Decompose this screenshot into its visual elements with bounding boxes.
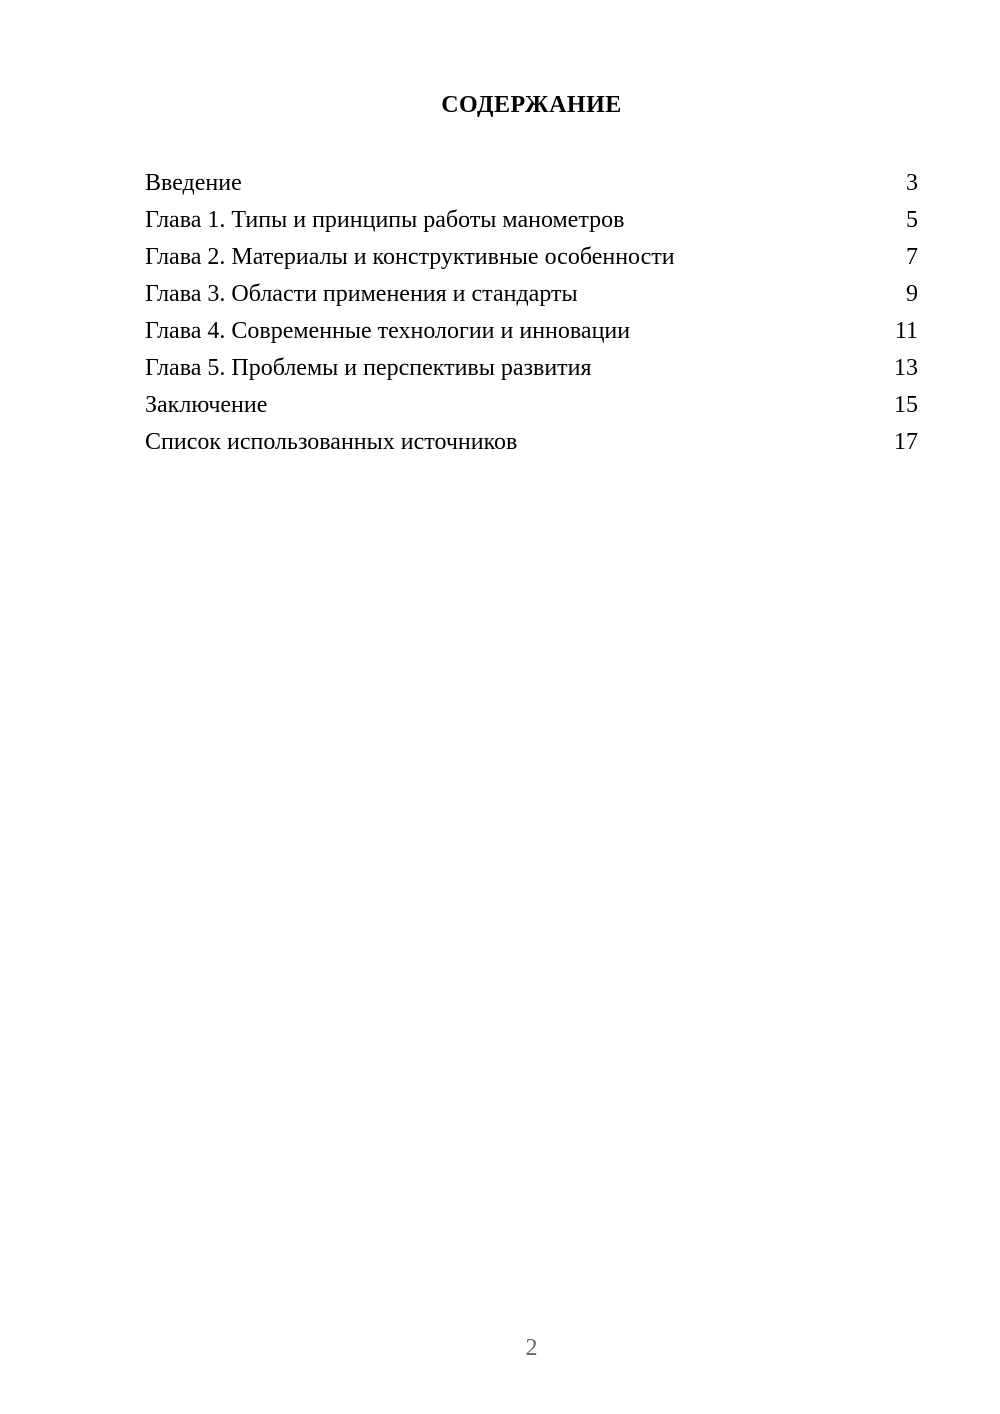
- toc-entry: [145, 424, 918, 461]
- toc-entry: [145, 165, 918, 202]
- content-area: [145, 0, 918, 461]
- toc-entry: [145, 313, 918, 350]
- toc-entry-page-number: 13: [894, 355, 918, 381]
- toc-entry: [145, 239, 918, 276]
- toc-entry-label: Глава 5. Проблемы и перспективы развития: [145, 355, 592, 381]
- toc-entry-page-number: 3: [906, 170, 918, 196]
- toc-entry-label: Список использованных источников: [145, 429, 518, 455]
- toc-entry-page-number: 17: [894, 429, 918, 455]
- page-title: СОДЕРЖАНИЕ: [441, 92, 622, 118]
- toc-entry-label: Глава 3. Области применения и стандарты: [145, 281, 578, 307]
- toc-entry-page-number: 5: [906, 207, 918, 233]
- toc-entry: [145, 202, 918, 239]
- toc-entry-page-number: 11: [894, 318, 918, 344]
- toc-entry: [145, 350, 918, 387]
- toc-entry-label: Глава 1. Типы и принципы работы манометров: [145, 207, 625, 233]
- toc-entry: [145, 387, 918, 424]
- table-of-contents: [145, 165, 918, 461]
- toc-entry-label: Заключение: [145, 392, 268, 418]
- toc-entry-label: Глава 4. Современные технологии и инновации: [145, 318, 631, 344]
- toc-entry-page-number: 15: [894, 392, 918, 418]
- toc-entry: [145, 276, 918, 313]
- toc-entry-page-number: 9: [906, 281, 918, 307]
- toc-entry-label: Введение: [145, 170, 242, 196]
- page-number: 2: [525, 1335, 538, 1361]
- toc-entry-label: Глава 2. Материалы и конструктивные особенности: [145, 244, 675, 270]
- toc-entry-page-number: 7: [906, 244, 918, 270]
